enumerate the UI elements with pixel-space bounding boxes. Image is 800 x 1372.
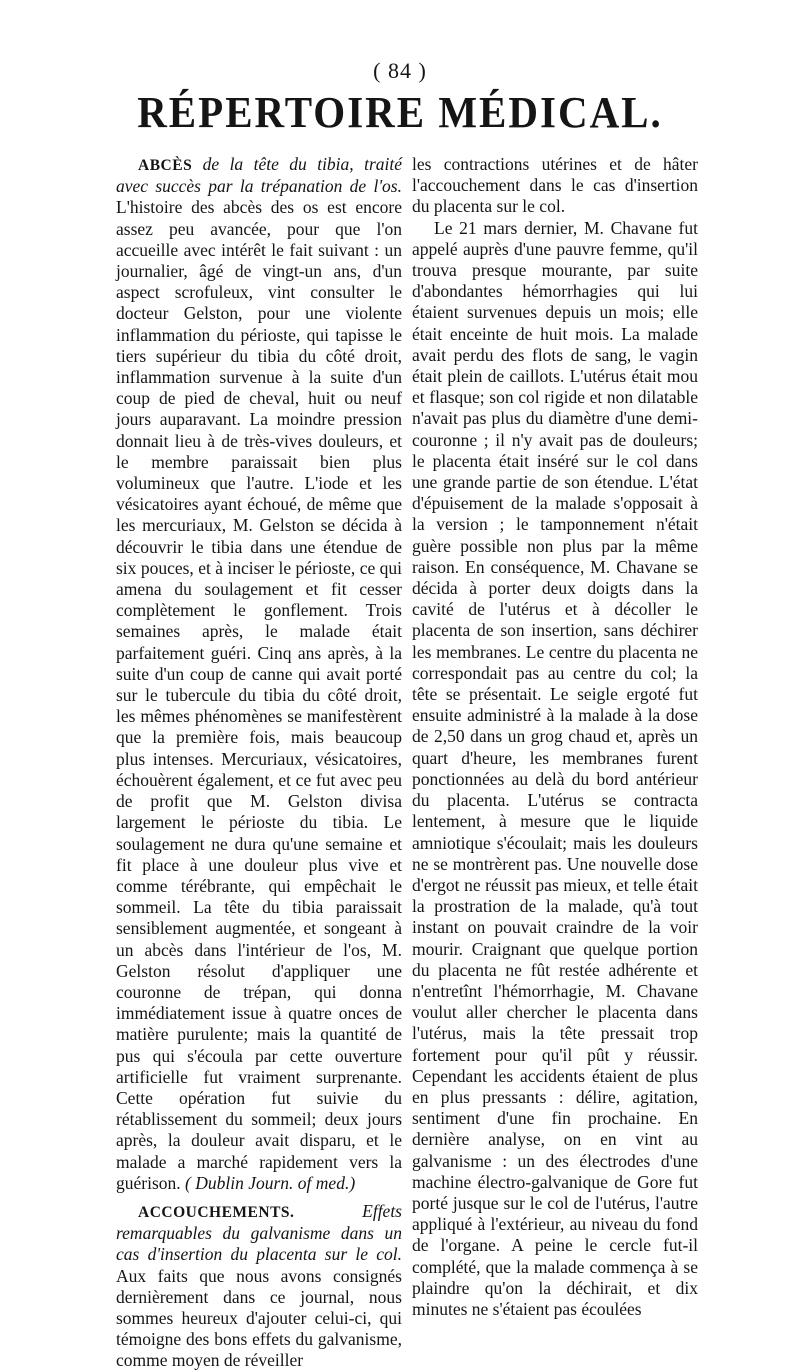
right-column	[412, 154, 698, 1320]
article-heading: ABCÈS	[138, 157, 193, 174]
article-body: Aux faits que nous avons consignés dernièrement dans ce journal, nous sommes heureux d'ajouter celui-ci, qui témoigne des bons effets du galvanisme, comme moyen de réveiller	[116, 1265, 402, 1371]
paragraph-continuation: les contractions utérines et de hâter l'accouchement dans le cas d'insertion du placenta sur le col.	[412, 154, 698, 217]
left-column	[116, 154, 402, 1372]
article-citation: ( Dublin Journ. of med.)	[185, 1172, 356, 1193]
paragraph-case-report: Le 21 mars dernier, M. Chavane fut appelé auprès d'une pauvre femme, qu'il trouva presque mourante, par suite d'abondantes hémorrhagies qui lui étaient survenues depuis un mois; elle était enceinte de huit mois. La malade avait perdu des flots de sang, le vagin était plein de caillots. L'utérus était mou et flasque; son col rigide et non dilatable n'avait pas plus du diamètre d'une demi-couronne ; il n'y avait pas de douleurs; le placenta était inséré sur le col dans une grande partie de son étendue. L'état d'épuisement de la malade s'opposait à la version ; le tamponnement n'était guère possible non plus par la même raison. En conséquence, M. Chavane se décida à porter deux doigts dans la cavité de l'utérus et à décoller le placenta de son insertion, sans déchirer les membranes. Le centre du placenta ne correspondait pas au centre du col; la tête se présentait. Le seigle ergoté fut ensuite administré à la malade à la dose de 2,50 dans un grog chaud et, après un quart d'heure, les membranes furent ponctionnées au delà du bord antérieur du placenta. L'utérus se contracta lentement, à mesure que le liquide amniotique s'écoulait; mais les douleurs ne se montrèrent pas. Une nouvelle dose d'ergot ne réussit pas mieux, et telle était la prostration de la malade, qu'à tout instant on pouvait craindre de la voir mourir. Craignant que quelque portion du placenta ne fût restée adhérente et n'entretînt l'hémorrhagie, M. Chavane voulut aller chercher le placenta dans l'utérus, mais la tête pressait trop fortement pour qu'il pût y réussir. Cependant les accidents étaient de plus en plus pressants : délire, agitation, sentiment d'une fin prochaine. En dernière analyse, on en vint au galvanisme : un des électrodes d'une machine électro-galvanique de Gore fut porté jusque sur le col de l'utérus, l'autre appliqué à l'extérieur, au niveau du fond de l'organe. A peine le cercle fut-il complété, que la malade commença à se plaindre qu'on la déchirait, et dix minutes ne s'étaient pas écoulées	[412, 217, 698, 1319]
article-subtitle: de la tête du tibia, traité avec succès par la trépanation de l'os.	[116, 154, 403, 197]
page-title: RÉPERTOIRE MÉDICAL.	[137, 87, 663, 137]
article-heading: ACCOUCHEMENTS.	[138, 1203, 295, 1221]
article-abces	[116, 154, 402, 1194]
article-subtitle: Effets remarquables du galvanisme dans un cas d'insertion du placenta sur le col.	[116, 1200, 402, 1265]
page-number: ( 84 )	[373, 58, 427, 83]
article-accouchements	[116, 1201, 402, 1372]
article-body: L'histoire des abcès des os est encore assez peu avancée, pour que l'on accueille avec intérêt le fait suivant : un journalier, âgé de vingt-un ans, d'un aspect scrofuleux, vint consulter le docteur Gelston, pour une violente inflammation du périoste, qui tapisse le tiers supérieur du tibia du côté droit, inflammation survenue à la suite d'un coup de pied de cheval, huit ou neuf jours auparavant. La moindre pression donnait lieu à de très-vives douleurs, et le membre paraissait bien plus volumineux que l'autre. L'iode et les vésicatoires ayant échoué, de même que les mercuriaux, M. Gelston se décida à découvrir le tibia dans une étendue de six pouces, et à inciser le périoste, ce qui amena du soulagement et fit cesser complètement le gonflement. Trois semaines après, le malade était parfaitement guéri. Cinq ans après, à la suite d'un coup de canne qui avait porté sur le tubercule du tibia du côté droit, les mêmes phénomènes se manifestèrent que la première fois, mais beaucoup plus intenses. Mercuriaux, vésicatoires, échouèrent également, et ce fut avec peu de profit que M. Gelston divisa largement le périoste du tibia. Le soulagement ne dura qu'une semaine et fit place à une douleur plus vive et comme térébrante, qui empêchait le sommeil. La tête du tibia paraissait sensiblement augmentée, et songeant à un abcès dans l'intérieur de l'os, M. Gelston résolut d'appliquer une couronne de trépan, qui donna immédiatement issue à quatre onces de matière purulente; mais la quantité de pus qui s'écoula par cette ouverture artificielle fut vraiment surprenante. Cette opération fut suivie du rétablissement du sommeil; deux jours après, la douleur avait disparu, et le malade a marché rapidement vers la guérison.	[116, 197, 402, 1193]
